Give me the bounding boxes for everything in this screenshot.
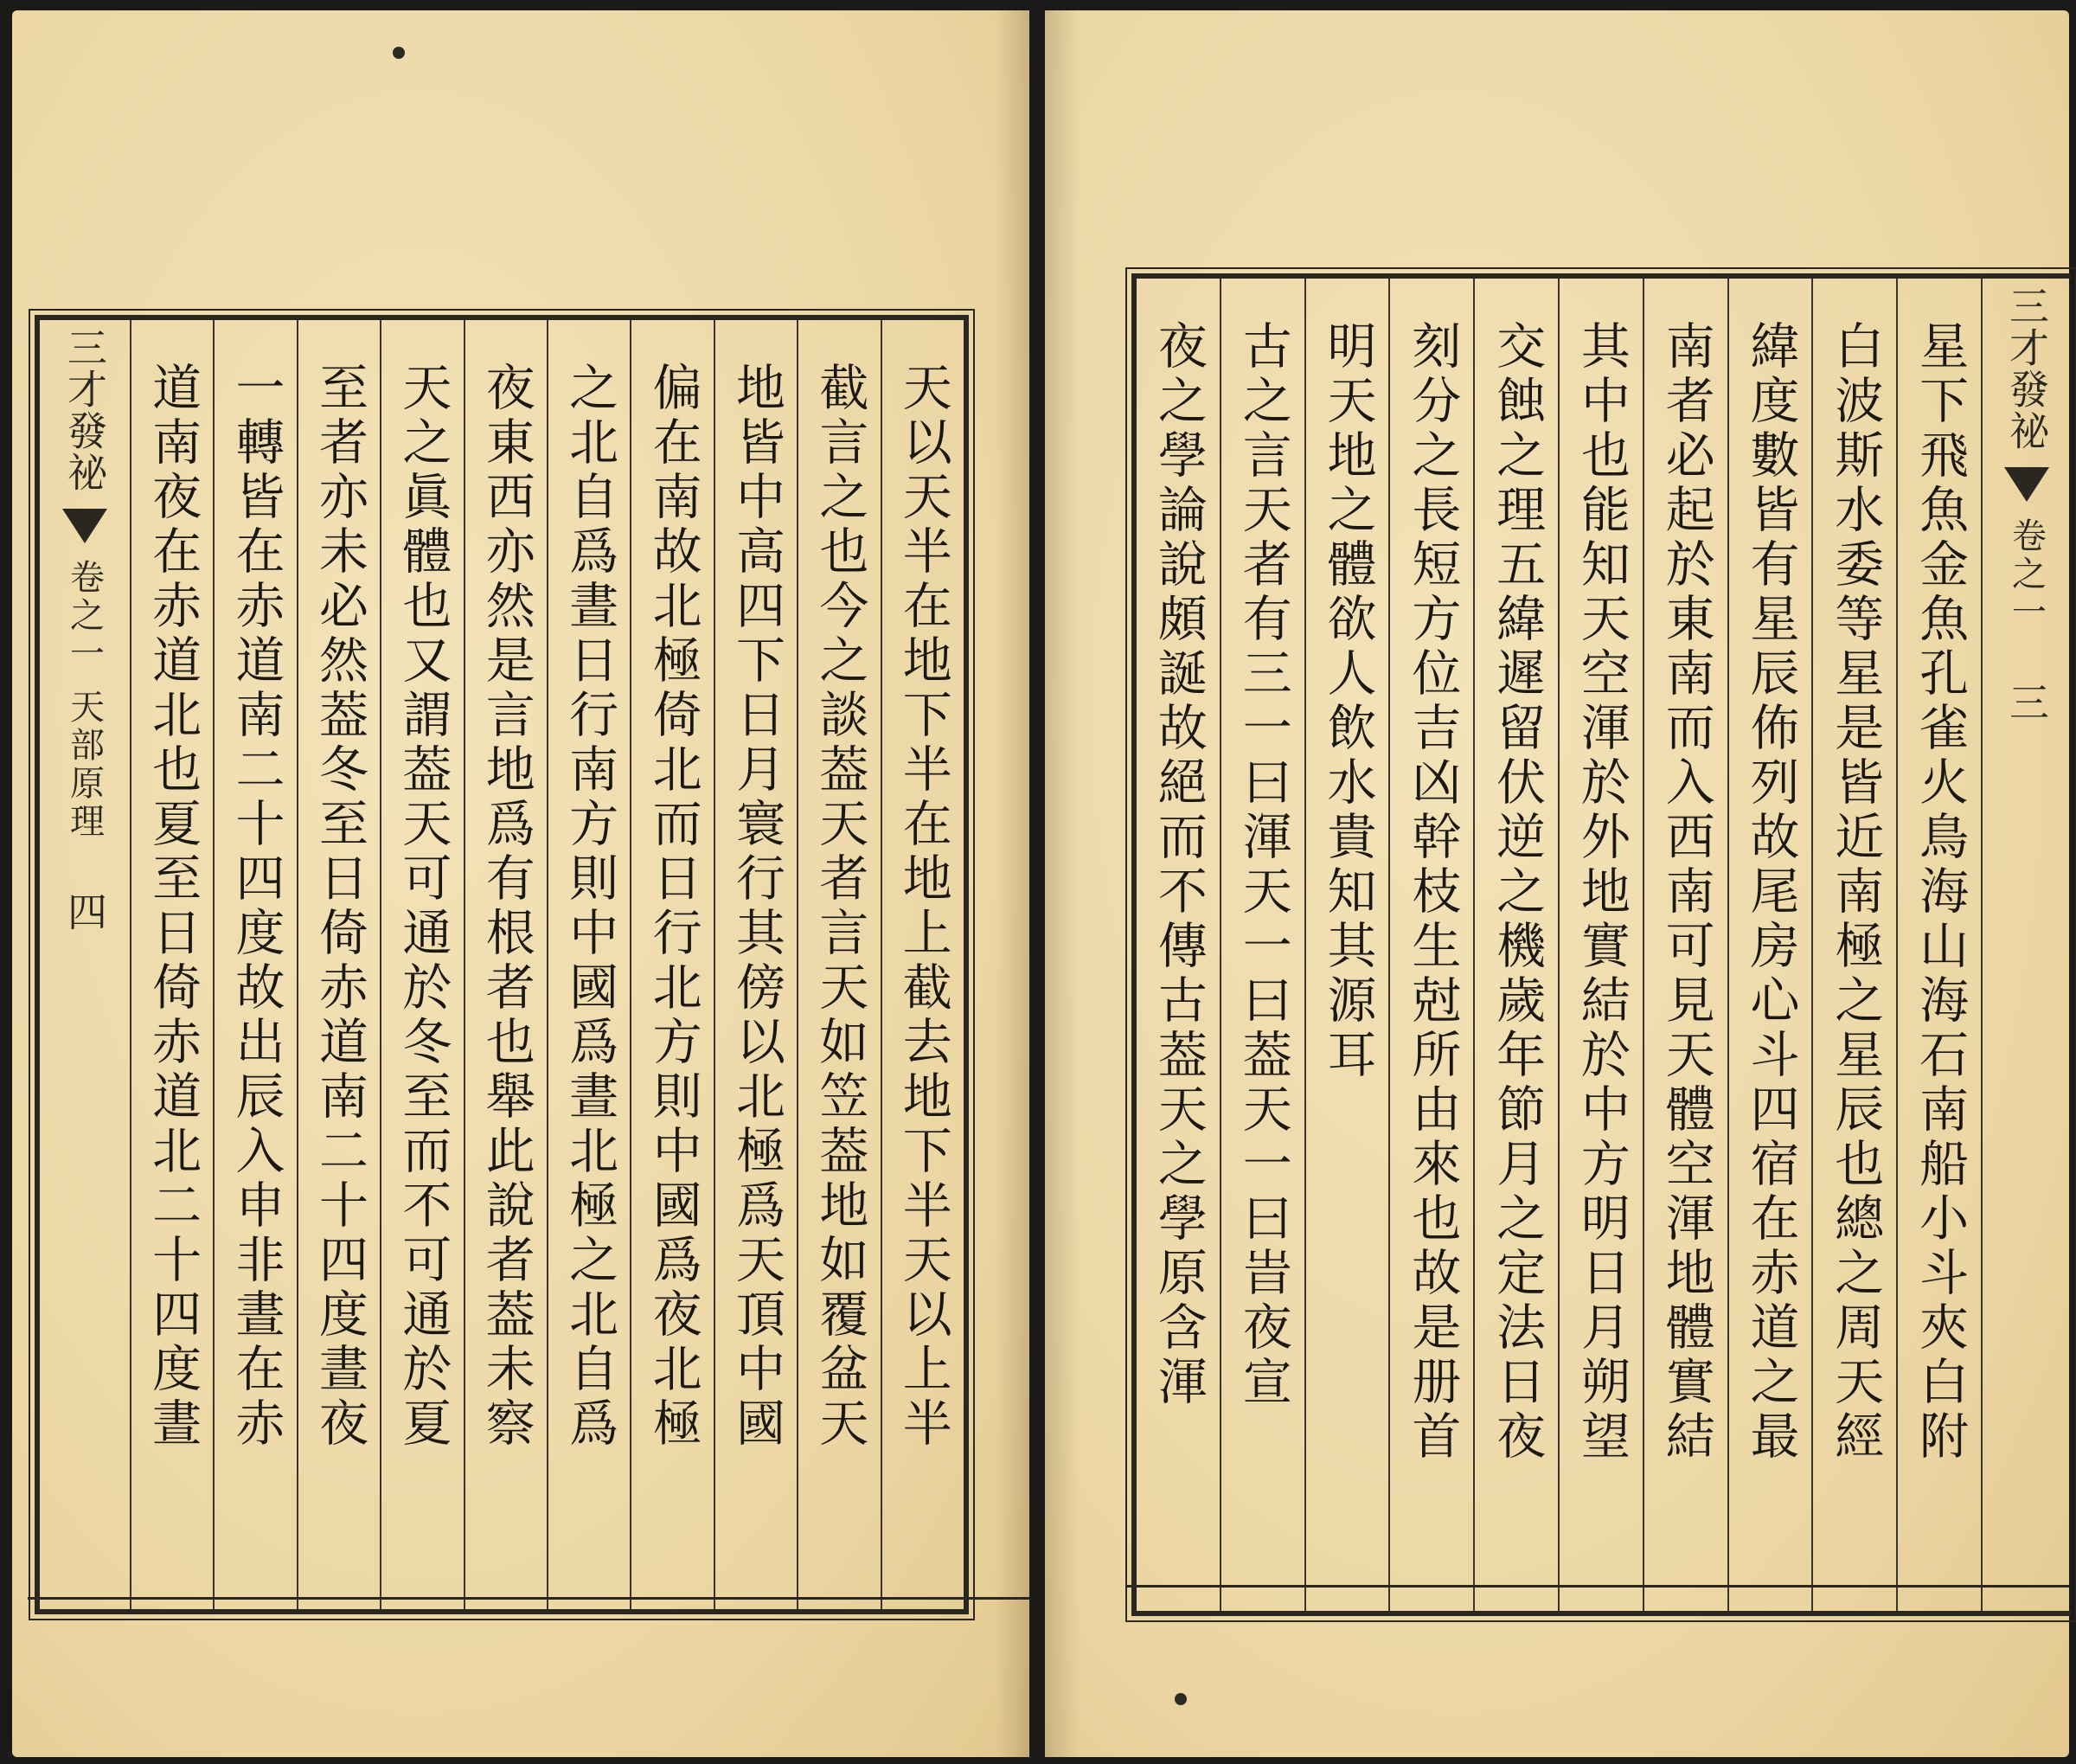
bottom-rule: [1126, 1585, 2069, 1588]
right-column-8: 明天地之體欲人飲水貴知其源耳: [1304, 279, 1389, 1611]
right-column-5: 其中也能知天空渾於外地實結於中方明日月朔望: [1558, 279, 1643, 1611]
juan-label: 卷之一: [64, 559, 105, 673]
left-text-columns: [40, 320, 964, 1609]
right-column-3: 緯度數皆有星辰佈列故尾房心斗四宿在赤道之最: [1727, 279, 1812, 1611]
right-column-1: 星下飛魚金魚孔雀火鳥海山海石南船小斗夾白附: [1896, 279, 1981, 1611]
left-column-4: 偏在南故北極倚北而日行北方則中國爲夜北極: [630, 320, 713, 1609]
right-column-7: 刻分之長短方位吉凶幹枝生尅所由來也故是册首: [1388, 279, 1473, 1611]
right-page: [1045, 10, 2069, 1757]
ink-spot: [1175, 1693, 1187, 1705]
left-print-frame: [35, 315, 969, 1614]
section-label: 天部原理: [64, 689, 105, 841]
gutter-shadow: [995, 10, 1029, 1757]
left-column-5: 之北自爲晝日行南方則中國爲晝北極之北自爲: [547, 320, 630, 1609]
left-column-1: 天以天半在地下半在地上截去地下半天以上半: [881, 320, 964, 1609]
folio-number: 三: [2003, 682, 2050, 722]
left-column-8: 至者亦未必然葢冬至日倚赤道南二十四度晝夜: [297, 320, 380, 1609]
ink-spot: [393, 47, 405, 59]
right-column-6: 交蝕之理五緯遲留伏逆之機歲年節月之定法日夜: [1473, 279, 1558, 1611]
left-margin-heading: [40, 320, 130, 1609]
left-column-7: 天之眞體也又謂葢天可通於冬至而不可通於夏: [380, 320, 463, 1609]
bottom-rule: [28, 1597, 1029, 1600]
fish-tail-mark: [62, 509, 107, 543]
left-column-6: 夜東西亦然是言地爲有根者也舉此說者葢未察: [464, 320, 547, 1609]
left-column-10: 道南夜在赤道北也夏至日倚赤道北二十四度晝: [130, 320, 213, 1609]
margin-title: 三才發祕: [61, 327, 108, 493]
right-print-frame: [1131, 273, 2071, 1616]
left-column-9: 一轉皆在赤道南二十四度故出辰入申非晝在赤: [213, 320, 296, 1609]
margin-title: 三才發祕: [2003, 285, 2050, 452]
right-column-9: 古之言天者有三一曰渾天一曰葢天一曰旹夜宣: [1220, 279, 1304, 1611]
fish-tail-mark: [2004, 467, 2049, 502]
left-column-2: 截言之也今之談葢天者言天如笠葢地如覆盆天: [797, 320, 880, 1609]
gutter-shadow: [1045, 10, 1080, 1757]
left-page: [12, 10, 1029, 1757]
right-text-columns: [1137, 279, 2071, 1611]
right-margin-heading: [1981, 279, 2071, 1611]
right-column-4: 南者必起於東南而入西南可見天體空渾地體實結: [1643, 279, 1727, 1611]
left-column-3: 地皆中高四下日月寰行其傍以北極爲天頂中國: [714, 320, 797, 1609]
juan-label: 卷之一: [2006, 517, 2047, 632]
right-column-2: 白波斯水委等星是皆近南極之星辰也總之周天經: [1811, 279, 1896, 1611]
right-column-10: 夜之學論說頗誕故絕而不傳古葢天之學原含渾: [1150, 320, 1208, 1410]
folio-number: 四: [61, 891, 108, 931]
